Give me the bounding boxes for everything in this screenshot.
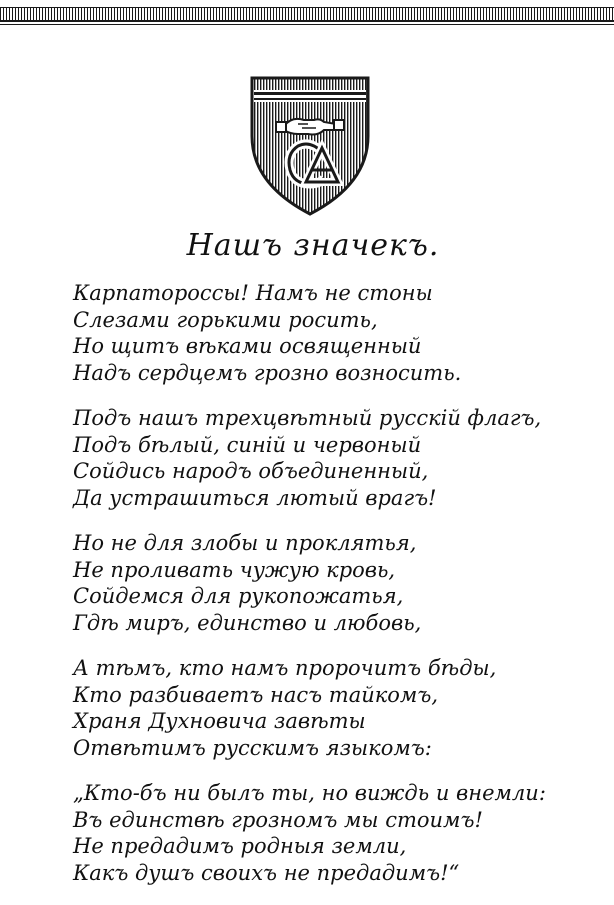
poem-line: Отвѣтимъ русскимъ языкомъ: [73, 735, 432, 760]
poem-line: Да устрашиться лютый врагъ! [73, 485, 437, 510]
poem-line: Не проливать чужую кровь, [73, 557, 396, 582]
poem-line: Сойдемся для рукопожатья, [73, 584, 404, 608]
stanza [73, 780, 608, 886]
poem-line: Въ единствѣ грозномъ мы стоимъ! [73, 807, 483, 832]
poem-line: Карпатороссы! Намъ не стоны [73, 281, 433, 305]
border-line [0, 24, 614, 25]
poem-line: Не предадимъ родныя земли, [73, 834, 407, 858]
poem-line: Храня Духновича завѣты [73, 709, 366, 733]
stanza [73, 655, 608, 761]
border-stripe [0, 8, 614, 20]
poem-line: Но щитъ вѣками освященный [73, 334, 422, 358]
border-line [0, 20, 614, 22]
poem-line: „Кто-бъ ни былъ ты, но виждь и внемли: [73, 781, 546, 805]
poem-line: Подъ бѣлый, синій и червоный [73, 432, 422, 457]
poem-line: А тѣмъ, кто намъ пророчитъ бѣды, [73, 656, 497, 680]
poem-line: Какъ душъ своихъ не предадимъ!“ [73, 860, 460, 885]
stanza [73, 405, 608, 511]
poem-line: Гдѣ миръ, единство и любовь, [73, 610, 422, 635]
poem-line: Но не для злобы и проклятья, [73, 531, 417, 555]
stanza [73, 530, 608, 636]
poem-body [73, 280, 608, 905]
stanza [73, 280, 608, 386]
poem-line: Надъ сердцемъ грозно возносить. [73, 360, 462, 385]
decorative-top-border [0, 0, 614, 26]
poem-title: Нашъ значекъ. [186, 228, 440, 263]
poem-line: Сойдись народъ объединенный, [73, 459, 429, 483]
poem-line: Слезами горькими росить, [73, 307, 378, 332]
poem-line: Кто разбиваетъ насъ тайкомъ, [73, 682, 439, 707]
poem-line: Подъ нашъ трехцвѣтный русскій флагъ, [73, 406, 542, 430]
shield-emblem-icon [248, 74, 372, 216]
